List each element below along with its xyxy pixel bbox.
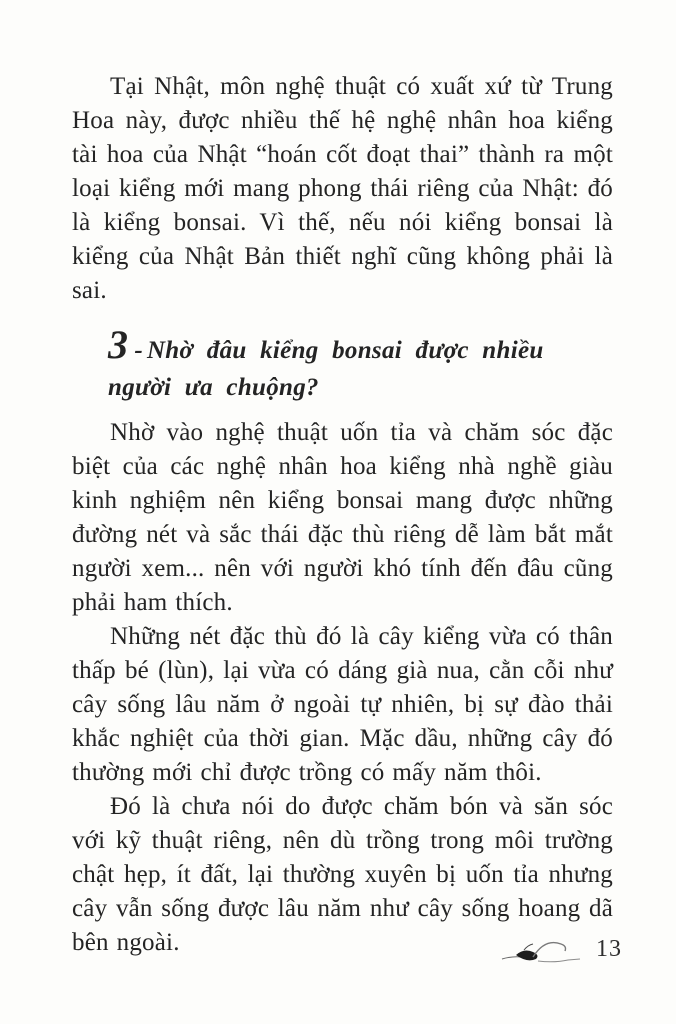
section-title: Nhờ đâu kiểng bonsai được nhiều người ưa chuộng? [108,337,544,401]
paragraph-2: Nhờ vào nghệ thuật uốn tỉa và chăm sóc đặc biệt của các nghệ nhân hoa kiểng nhà nghề giàu kinh nghiệm nên kiểng bonsai mang được những đường nét và sắc thái đặc thù riêng dễ làm bắt mắt người xem... nên với người khó tính đến đâu cũng phải ham thích. [72,419,613,616]
bird-sketch-icon [500,932,584,966]
section-heading [108,322,613,406]
page-text-block [72,70,613,960]
paragraph-4: Đó là chưa nói do được chăm bón và săn sóc với kỹ thuật riêng, nên dù trồng trong môi trường chật hẹp, ít đất, lại thường xuyên bị uốn tỉa nhưng cây vẫn sống được lâu năm như cây sống hoang dã bên ngoài. [72,793,613,956]
paragraph-1: Tại Nhật, môn nghệ thuật có xuất xứ từ Trung Hoa này, được nhiều thế hệ nghệ nhân hoa kiểng tài hoa của Nhật “hoán cốt đoạt thai” thành ra một loại kiểng mới mang phong thái riêng của Nhật: đó là kiểng bonsai. Vì thế, nếu nói kiểng bonsai là kiểng của Nhật Bản thiết nghĩ cũng không phải là sai. [72,73,613,304]
page-number: 13 [596,935,622,962]
paragraph-3: Những nét đặc thù đó là cây kiểng vừa có thân thấp bé (lùn), lại vừa có dáng già nua, cằn cỗi như cây sống lâu năm ở ngoài tự nhiên, bị sự đào thải khắc nghiệt của thời gian. Mặc dầu, những cây đó thường mới chỉ được trồng có mấy năm thôi. [72,623,613,786]
section-separator: - [134,337,143,364]
page-footer [500,932,622,966]
section-number: 3 [108,322,129,367]
